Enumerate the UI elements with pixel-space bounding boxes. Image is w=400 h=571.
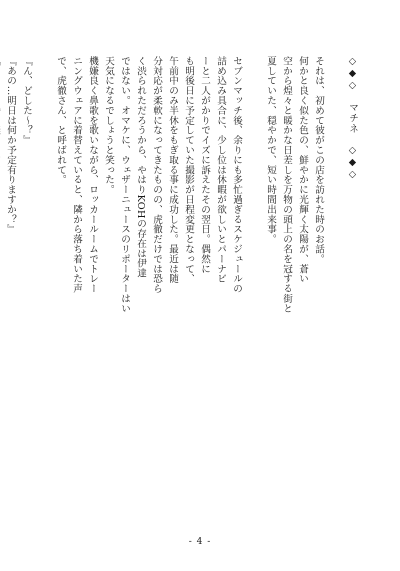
blank-line [244,56,262,526]
text-line: く渋られただろうから、やはりKOHの存在は伊達 [135,56,146,279]
text-line: 夏していた、穏やかで、短い時間出来事。 [265,56,276,245]
text-line: 何かと良く似た色の、鮮やかに光輝く太陽が、蒼い [297,56,308,284]
text-line: 天気になるでしょうと笑った。 [103,56,114,195]
text-line: 詰め込み具合に、少し位は休暇が欲しいとパーナビ [215,56,226,284]
text-line: 分対応が柔軟になってきたものの、虎徹だけでは恐ら [151,56,162,294]
blank-line [34,56,52,526]
vertical-body-text [5,56,360,526]
text-line: 機嫌良く鼻歌を歌いながら、ロッカールームでトレー [87,56,98,294]
text-line: 午前中のみ半休をもぎ取る事に成功した。最近は随 [167,56,178,284]
text-line: セブンマッチ後、余りにも多忙過ぎるスケジュールの [231,56,242,294]
section-heading: ◇◆◇ マチネ ◇◆◇ [347,56,358,181]
text-line: も明後日に予定していた撮影が日程変更となって、 [183,56,194,284]
blank-line [326,56,344,526]
text-line: ニングウェアに着替えていると、隣から落ち着いた声 [71,56,82,294]
dialogue-line: 『あの…明日は何か予定有りますか？』 [5,56,16,235]
dialogue-line [0,56,2,526]
dialogue-line: 『ん、どした〜？』 [21,56,32,146]
page-number: - 4 - [188,537,212,547]
text-line: で、虎徹さん、と呼ばれて。 [55,56,66,185]
text-line: ではない。オマケに、ウェザーニュースのリポーターはい [119,56,130,314]
text-line: 空から煌々と暖かな日差しを万物の頭上の名を冠する街と [281,56,292,314]
text-line: ーと二人がかりでイズに訴えたその翌日。偶然に [199,56,210,274]
text-line: それは、初めて彼がこの店を訪れた時のお話。 [313,56,324,264]
